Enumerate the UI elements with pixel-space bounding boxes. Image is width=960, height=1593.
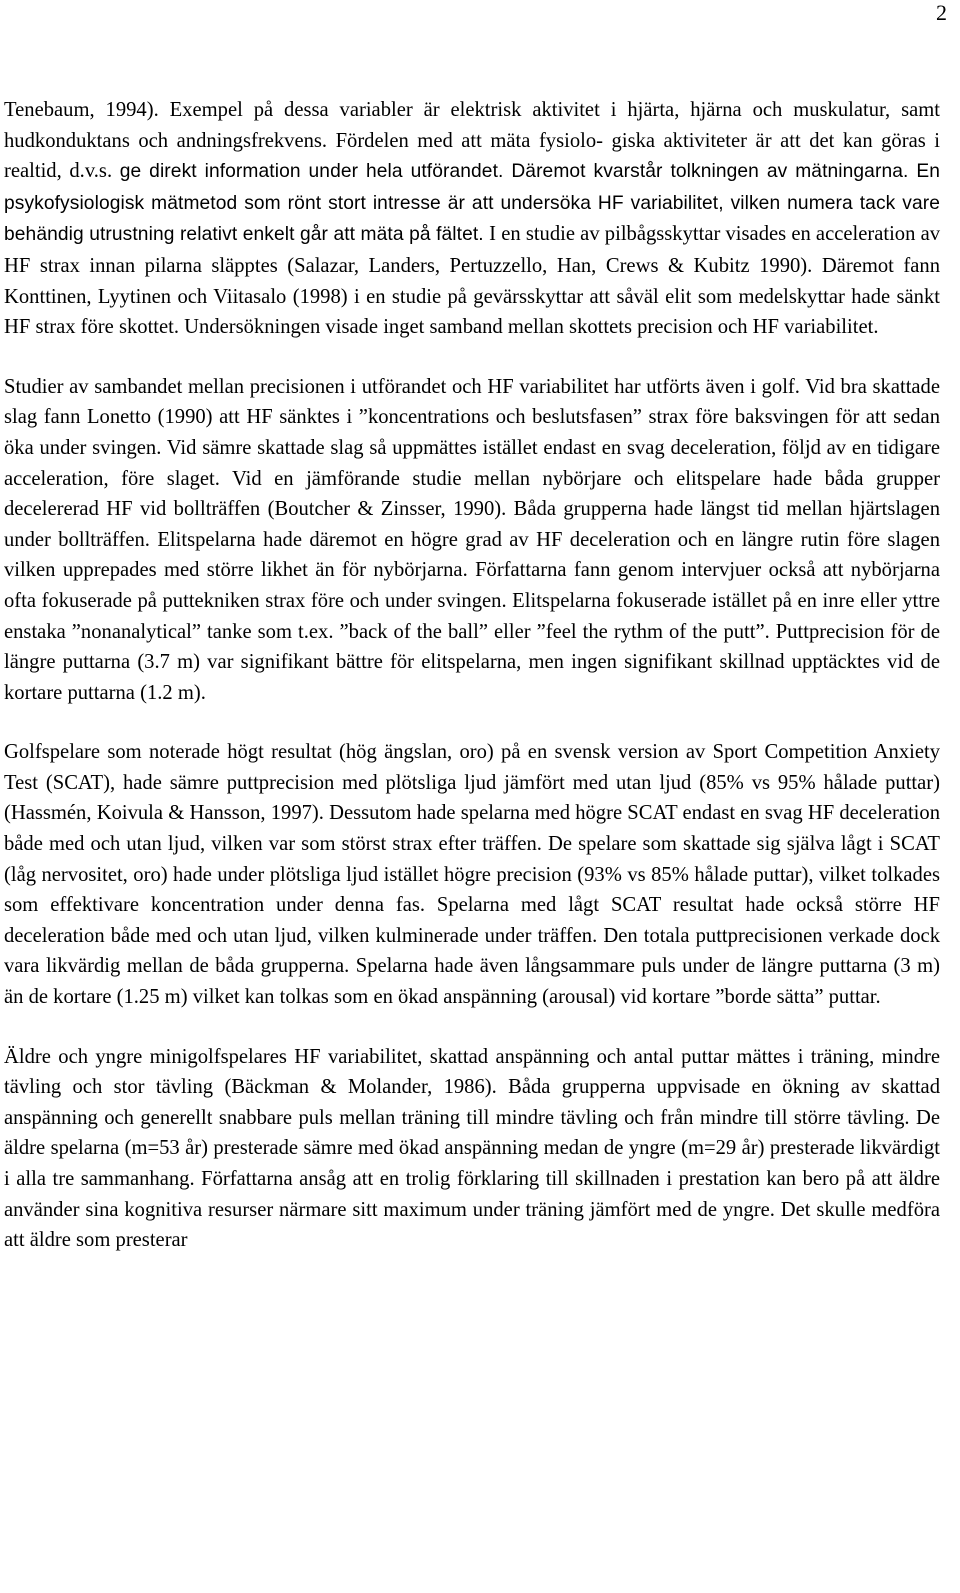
- paragraph-text: I en studie av pilbågsskyttar visades en acceleration av HF strax innan pilarna släpptes (Salazar, Landers, Pertuzzello, Han, Crews & Kubitz 1990). Däremot fann Konttinen, Lyytinen och Viitasalo (1998) i en studie på gevärsskyttar att såväl elit som medelskyttar hade sänkt HF strax före skottet. Undersökningen visade inget samband mellan skottets precision och HF variabilitet.: [4, 223, 941, 339]
- page-number: 2: [936, 0, 947, 25]
- body-text: [4, 95, 940, 1256]
- paragraph-text: Golfspelare som noterade högt resultat (hög ängslan, oro) på en svensk version av Sport Competition Anxiety Test (SCAT), hade sämre puttprecision med plötsliga ljud jämfört med utan ljud (85% vs 95% hålade puttar) (Hassmén, Koivula & Hansson, 1997). Dessutom hade spelarna med högre SCAT endast en svag HF deceleration både med och utan ljud, vilken var som störst strax efter träffen. De spelare som skattade sig själva lågt i SCAT (låg nervositet, oro) hade under plötsliga ljud istället högre precision (93% vs 85% hålade puttar), vilket tolkades som effektivare koncentration under denna fas. Spelarna med lågt SCAT resultat hade också större HF deceleration både med och utan ljud, vilken kulminerade under träffen. Den totala puttprecisionen verkade dock vara likvärdig mellan de båda grupperna. Spelarna hade även långsammare puls under de längre puttarna (3 m) än de kortare (1.25 m) vilket kan tolkas som en ökad anspänning (arousal) vid kortare ”borde sätta” puttar.: [4, 741, 940, 1009]
- paragraph-minigolf: [4, 1042, 940, 1256]
- paragraph-text: Tenebaum, 1994). Exempel på dessa variabler är elektrisk aktivitet i hjärta, hjärna och muskulatur, samt hudkonduktans och andningsfrekvens. Fördelen med att mäta fysiolo-: [4, 99, 940, 152]
- paragraph-golf-precision: [4, 372, 940, 709]
- paragraph-scat: [4, 737, 940, 1012]
- paragraph-text: giska aktiviteter är att det kan göras i realtid, d.v.s.: [4, 129, 940, 183]
- paragraph-text: Äldre och yngre minigolfspelares HF variabilitet, skattad anspänning och antal puttar mättes i träning, mindre tävling och stor tävling (Bäckman & Molander, 1986). Båda grupperna uppvisade en ökning av skattad anspänning och generellt snabbare puls mellan träning till mindre tävling och från mindre till större tävling. De äldre spelarna (m=53 år) presterade sämre med ökad anspänning medan de yngre (m=29 år) presterade likvärdigt i alla tre sammanhang. Författarna ansåg att en trolig förklaring till skillnaden i prestation kan bero på att äldre använder sina kognitiva resurser närmare sitt maximum under träning jämfört med de yngre. Det skulle medföra att äldre som presterar: [4, 1045, 940, 1252]
- paragraph-psychophysiology: [4, 95, 940, 343]
- paragraph-text-sans: ge direkt information under hela utförandet. Däremot kvarstår tolkningen av mätningarna. En psykofysiologisk mätmetod som rönt stort intresse är att undersöka HF variabilitet, vilken numera tack vare behändig utrustning relativt enkelt går att mäta på fältet.: [4, 161, 940, 246]
- paragraph-text: Studier av sambandet mellan precisionen i utförandet och HF variabilitet har utförts även i golf. Vid bra skattade slag fann Lonetto (1990) att HF sänktes i ”koncentrations och beslutsfasen” strax före baksvingen för att sedan öka under svingen. Vid sämre skattade slag så uppmättes istället endast en svag deceleration, följd av en tidigare acceleration, före slaget. Vid en jämförande studie mellan nybörjare och elitspelare hade båda grupper decelererad HF vid bollträffen (Boutcher & Zinsser, 1990). Båda grupperna hade längst tid mellan hjärtslagen under bollträffen. Elitspelarna hade däremot en högre grad av HF deceleration och en längre rutin före slagen vilken upprepades med större likhet än för nybörjarna. Författarna fann genom intervjuer också att nybörjarna ofta fokuserade på puttekniken strax före och under svingen. Elitspelarna fokuserade istället på en inre eller yttre enstaka ”nonanalytical” tanke som t.ex. ”back of the ball” eller ”feel the rythm of the putt”. Puttprecision för de längre puttarna (3.7 m) var signifikant bättre för elitspelarna, men ingen signifikant skillnad upptäcktes vid de kortare puttarna (1.2 m).: [4, 375, 940, 704]
